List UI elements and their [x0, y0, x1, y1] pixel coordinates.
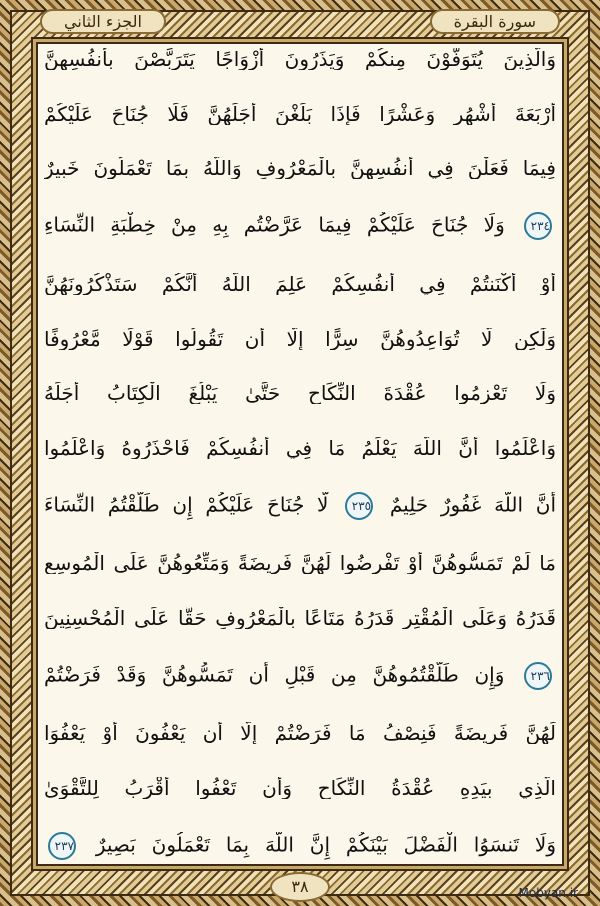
- verse-line-10: [44, 552, 556, 574]
- line-text: أَنَّ اللَّهَ غَفُورٌ حَلِيمٌ: [389, 492, 556, 517]
- ayah-marker-236: ٢٣٦: [524, 662, 552, 690]
- verse-line-1: [44, 48, 556, 70]
- verse-line-2: [44, 103, 556, 125]
- line-text: الَّذِي بِيَدِهِ عُقْدَةُ النِّكَاحِ وَأَن تَعْفُوا أَقْرَبُ لِلتَّقْوَىٰ: [44, 777, 556, 800]
- ayah-marker-234: ٢٣٤: [524, 212, 552, 240]
- ayah-marker-235: ٢٣٥: [345, 492, 373, 520]
- verse-line-6: [44, 328, 556, 350]
- verse-line-4: [44, 212, 556, 240]
- line-text: لَّا جُنَاحَ عَلَيْكُمْ إِن طَلَّقْتُمُ النِّسَاءَ: [44, 492, 329, 517]
- verse-line-14: [44, 777, 556, 799]
- verse-line-13: [44, 722, 556, 744]
- line-text: قَدَرُهُ وَعَلَى الْمُقْتِرِ قَدَرُهُ مَتَاعًا بِالْمَعْرُوفِ حَقًّا عَلَى الْمُحْسِنِينَ: [44, 607, 556, 630]
- line-text: وَإِن طَلَّقْتُمُوهُنَّ مِن قَبْلِ أَن تَمَسُّوهُنَّ وَقَدْ فَرَضْتُمْ: [44, 662, 505, 687]
- line-text: وَلَا تَنسَوُا الْفَضْلَ بَيْنَكُمْ إِنَّ اللَّهَ بِمَا تَعْمَلُونَ بَصِيرٌ: [95, 832, 556, 857]
- line-text: أَرْبَعَةَ أَشْهُرٍ وَعَشْرًا فَإِذَا بَلَغْنَ أَجَلَهُنَّ فَلَا جُنَاحَ عَلَيْكُمْ: [44, 102, 556, 125]
- watermark: Mobyan.ir: [518, 886, 578, 900]
- verse-line-3: [44, 157, 556, 179]
- line-text: وَالَّذِينَ يُتَوَفَّوْنَ مِنكُمْ وَيَذَرُونَ أَزْوَاجًا يَتَرَبَّصْنَ بِأَنفُسِهِنَّ: [44, 48, 556, 70]
- ayah-marker-237: ٢٣٧: [48, 832, 76, 860]
- line-text: وَلَا تَعْزِمُوا عُقْدَةَ النِّكَاحِ حَتَّىٰ يَبْلُغَ الْكِتَابُ أَجَلَهُ: [44, 382, 556, 405]
- verse-line-11: [44, 607, 556, 629]
- page-header: [40, 6, 560, 36]
- page-number: ٣٨: [270, 872, 330, 902]
- verse-line-12: [44, 662, 556, 690]
- verse-lines: [44, 48, 556, 860]
- verse-line-7: [44, 382, 556, 404]
- page-footer: [0, 872, 600, 902]
- line-text: أَوْ أَكْنَنتُمْ فِي أَنفُسِكُمْ عَلِمَ اللَّهُ أَنَّكُمْ سَتَذْكُرُونَهُنَّ: [44, 272, 556, 295]
- verse-line-9: [44, 492, 556, 520]
- line-text: لَهُنَّ فَرِيضَةً فَنِصْفُ مَا فَرَضْتُمْ إِلَّا أَن يَعْفُونَ أَوْ يَعْفُوَا: [44, 722, 556, 745]
- line-text: فِيمَا فَعَلْنَ فِي أَنفُسِهِنَّ بِالْمَعْرُوفِ وَاللَّهُ بِمَا تَعْمَلُونَ خَبِيرٌ: [44, 157, 556, 180]
- verse-line-15: [44, 832, 556, 860]
- quran-page: [36, 42, 564, 866]
- juz-title: الجزء الثاني: [40, 9, 166, 34]
- line-text: وَلَا جُنَاحَ عَلَيْكُمْ فِيمَا عَرَّضْتُم بِهِ مِنْ خِطْبَةِ النِّسَاءِ: [44, 212, 505, 237]
- verse-line-8: [44, 437, 556, 459]
- surah-title: سورة البقرة: [430, 9, 560, 34]
- line-text: مَا لَمْ تَمَسُّوهُنَّ أَوْ تَفْرِضُوا لَهُنَّ فَرِيضَةً وَمَتِّعُوهُنَّ عَلَى الْمُوسِعِ: [44, 552, 556, 575]
- verse-line-5: [44, 273, 556, 295]
- line-text: وَلَٰكِن لَّا تُوَاعِدُوهُنَّ سِرًّا إِلَّا أَن تَقُولُوا قَوْلًا مَّعْرُوفًا: [44, 327, 556, 350]
- line-text: وَاعْلَمُوا أَنَّ اللَّهَ يَعْلَمُ مَا فِي أَنفُسِكُمْ فَاحْذَرُوهُ وَاعْلَمُوا: [44, 436, 556, 459]
